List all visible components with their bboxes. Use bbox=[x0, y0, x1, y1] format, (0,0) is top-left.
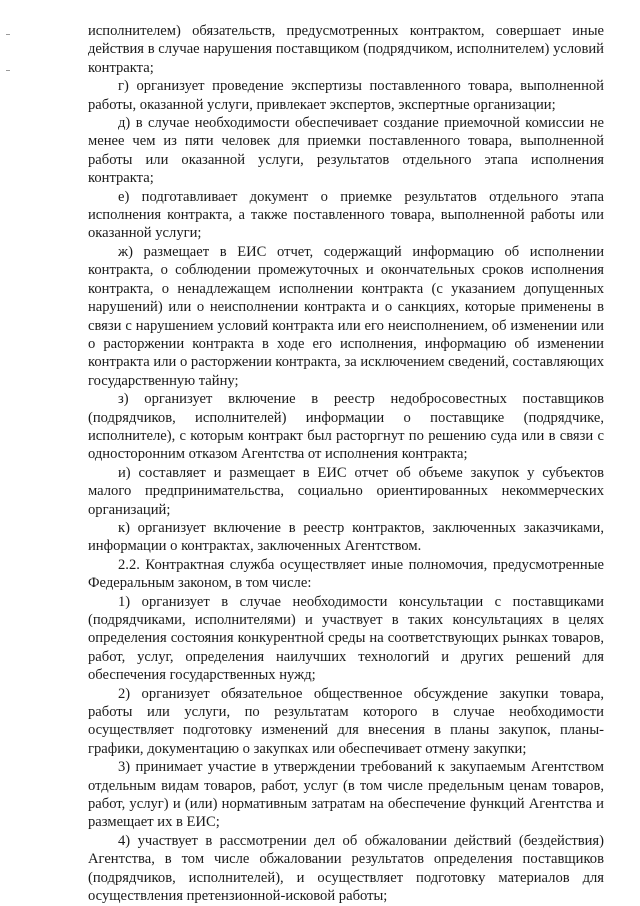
paragraph: исполнителем) обязательств, предусмотренных контрактом, совершает иные действия в случае нарушения поставщиком (подрядчиком, исполнителем) условий контракта; bbox=[88, 23, 604, 76]
paragraph-item-4: 4) участвует в рассмотрении дел об обжаловании действий (бездействия) Агентства, в том числе обжаловании результатов определения поставщиков (подрядчиков, исполнителей), и осуществляет подготовку материалов для осуществления претензионной-исковой работы; bbox=[88, 832, 604, 905]
paragraph-item-e: е) подготавливает документ о приемке результатов отдельного этапа исполнения контракта, а также поставленного товара, выполненной работы или оказанной услуги; bbox=[88, 188, 604, 242]
paragraph-item-3: 3) принимает участие в утверждении требований к закупаемым Агентством отдельным видам товаров, работ, услуг (в том числе предельным ценам товаров, работ, услуг) и (или) нормативным затратам на обеспечение функций Агентства и размещает их в ЕИС; bbox=[88, 759, 604, 831]
paragraph-item-1: 1) организует в случае необходимости консультации с поставщиками (подрядчиками, исполнителями) и участвует в таких консультациях в целях определения состояния конкурентной среды на соответствующих рынках товаров, работ, услуг, определения наилучших технологий и других решений для обеспечения государственных нужд; bbox=[88, 593, 604, 684]
paragraph-item-k: к) организует включение в реестр контрактов, заключенных заказчиками, информации о контрактах, заключенных Агентством. bbox=[88, 519, 604, 555]
paragraph-item-z: з) организует включение в реестр недобросовестных поставщиков (подрядчиков, исполнителей) информации о поставщике (подрядчике, исполнителе), с которым контракт был расторгнут по решению суда или в связи с односторонним отказом Агентства от исполнения контракта; bbox=[88, 391, 604, 463]
paragraph-item-zh: ж) размещает в ЕИС отчет, содержащий информацию об исполнении контракта, о соблюдении промежуточных и окончательных сроков исполнения контракта, о ненадлежащем исполнении контракта (с указанием допущенных нарушений) или о неисполнении контракта и о санкциях, которые применены в связи с нарушением условий контракта или его неисполнением, об изменении или о расторжении контракта в ходе его исполнения, информацию об изменении контракта или о расторжении контракта, за исключением сведений, составляющих государственную тайну; bbox=[88, 243, 604, 389]
paragraph-item-g: г) организует проведение экспертизы поставленного товара, выполненной работы, оказанной услуги, привлекает экспертов, экспертные организации; bbox=[88, 78, 604, 113]
margin-mark bbox=[6, 70, 10, 71]
paragraph-item-2: 2) организует обязательное общественное обсуждение закупки товара, работы или услуги, по результатам которого в случае необходимости осуществляет подготовку изменений для внесения в планы закупок, планы-графики, документацию о закупках или обеспечивает отмену закупки; bbox=[88, 685, 604, 757]
paragraph-item-i: и) составляет и размещает в ЕИС отчет об объеме закупок у субъектов малого предпринимательства, социально ориентированных некоммерческих организаций; bbox=[88, 464, 604, 518]
document-page bbox=[88, 22, 604, 906]
section-2-2: 2.2. Контрактная служба осуществляет иные полномочия, предусмотренные Федеральным законом, в том числе: bbox=[88, 556, 604, 592]
margin-mark bbox=[6, 34, 10, 35]
paragraph-item-d: д) в случае необходимости обеспечивает создание приемочной комиссии не менее чем из пяти человек для приемки поставленного товара, выполненной работы или оказанной услуги, результатов отдельного этапа исполнения контракта; bbox=[88, 115, 604, 187]
